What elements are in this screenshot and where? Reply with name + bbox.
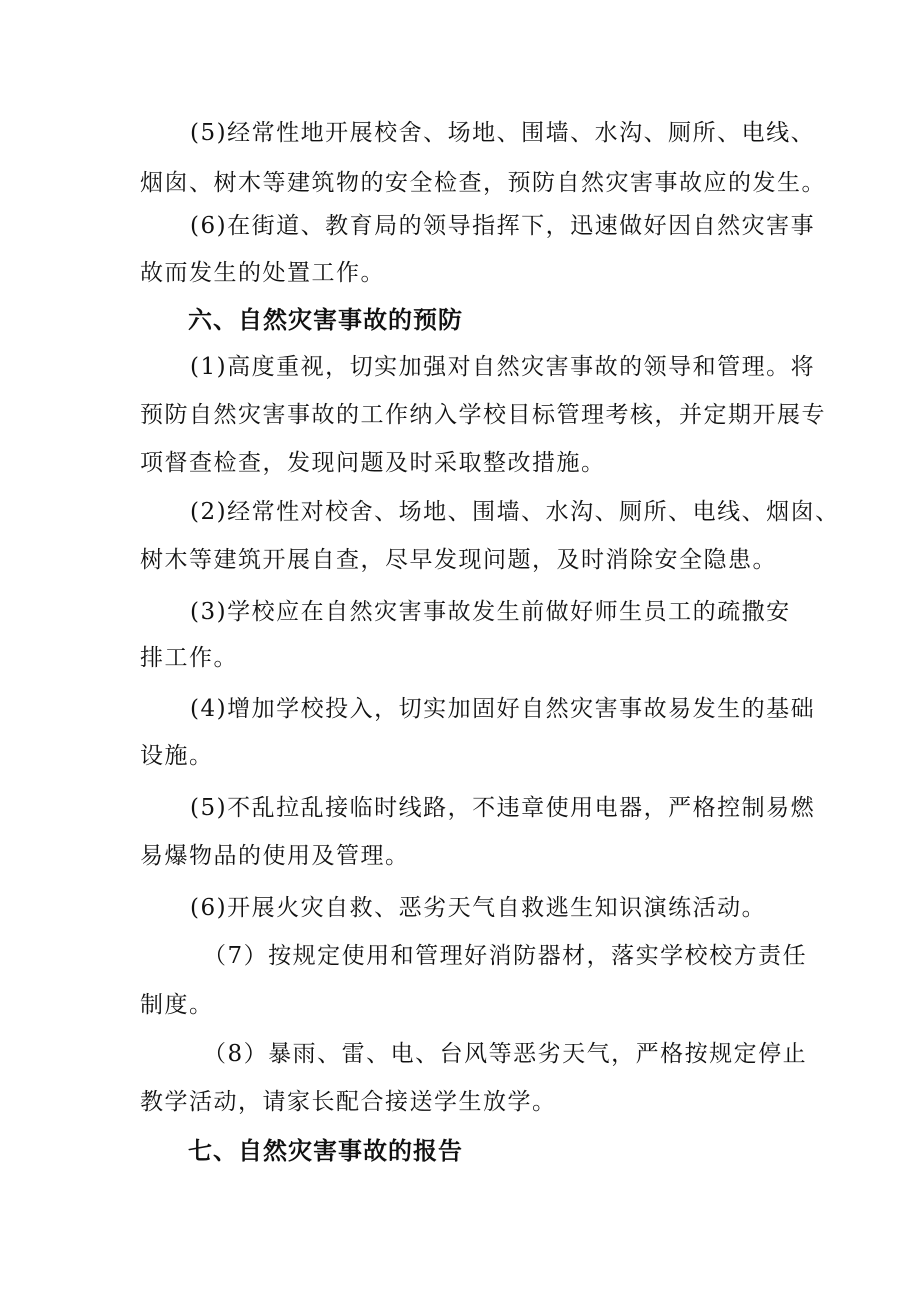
paragraph-line: (3)学校应在自然灾害事故发生前做好师生员工的疏撒安 bbox=[190, 599, 791, 625]
paragraph-line: 预防自然灾害事故的工作纳入学校目标管理考核，并定期开展专 bbox=[140, 402, 826, 428]
paragraph-line: （7）按规定使用和管理好消防器材，落实学校校方责任 bbox=[203, 943, 808, 969]
paragraph-line: 树木等建筑开展自查，尽早发现问题，及时消除安全隐患。 bbox=[140, 547, 777, 573]
paragraph-line: (6)在街道、教育局的领导指挥下，迅速做好因自然灾害事 bbox=[190, 213, 816, 239]
paragraph-line: (4)增加学校投入，切实加固好自然灾害事故易发生的基础 bbox=[190, 696, 816, 722]
paragraph-line: 项督查检查，发现问题及时采取整改措施。 bbox=[140, 450, 606, 476]
section-heading: 六、自然灾害事故的预防 bbox=[188, 306, 463, 334]
paragraph-line: 排工作。 bbox=[140, 645, 238, 671]
paragraph-line: 制度。 bbox=[140, 992, 214, 1018]
paragraph-line: 设施。 bbox=[140, 743, 214, 769]
paragraph-line: 教学活动，请家长配合接送学生放学。 bbox=[140, 1089, 557, 1115]
paragraph-line: (1)高度重视，切实加强对自然灾害事故的领导和管理。将 bbox=[190, 354, 816, 380]
paragraph-line: (2)经常性对校舍、场地、围墙、水沟、厕所、电线、烟囱、 bbox=[190, 499, 840, 525]
paragraph-line: (6)开展火灾自救、恶劣天气自救逃生知识演练活动。 bbox=[190, 895, 767, 921]
paragraph-line: (5)不乱拉乱接临时线路，不违章使用电器，严格控制易燃 bbox=[190, 795, 816, 821]
paragraph-line: 易爆物品的使用及管理。 bbox=[140, 843, 410, 869]
paragraph-line: (5)经常性地开展校舍、场地、围墙、水沟、厕所、电线、 bbox=[190, 120, 816, 146]
paragraph-line: （8）暴雨、雷、电、台风等恶劣天气，严格按规定停止 bbox=[203, 1041, 808, 1067]
paragraph-line: 烟囱、树木等建筑物的安全检查，预防自然灾害事故应的发生。 bbox=[140, 170, 826, 196]
paragraph-line: 故而发生的处置工作。 bbox=[140, 260, 385, 286]
section-heading: 七、自然灾害事故的报告 bbox=[188, 1137, 463, 1165]
